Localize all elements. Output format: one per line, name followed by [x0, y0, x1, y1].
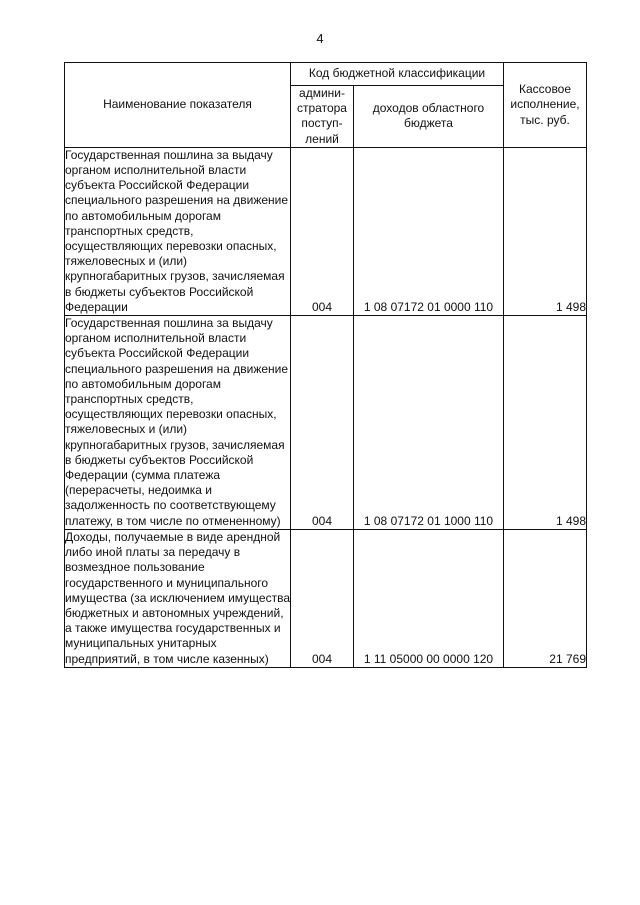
- row-amount: 1 498: [504, 316, 587, 530]
- table-row: [65, 147, 587, 315]
- row-amount: 1 498: [504, 147, 587, 315]
- row-name: Государственная пошлина за выдачу органом исполнительной власти субъекта Российской Федерации специального разрешения на движение по автомобильным дорогам транспортных средств, осуществляющих перевозки опасных, тяжеловесных и (или) крупногабаритных грузов, зачисляемая в бюджеты субъектов Российской Федерации (сумма платежа (перерасчеты, недоимка и задолженность по соответствующему платежу, в том числе по отмененному): [65, 316, 291, 530]
- page-number: 4: [316, 31, 324, 46]
- row-income-code: 1 08 07172 01 0000 110: [354, 147, 504, 315]
- budget-table: [64, 62, 587, 668]
- header-name: Наименование показателя: [65, 63, 291, 148]
- header-row-top: [65, 63, 587, 86]
- table-row: [65, 529, 587, 667]
- header-execution: Кассовое исполнение, тыс. руб.: [504, 63, 587, 148]
- row-name: Доходы, получаемые в виде арендной либо иной платы за передачу в возмездное пользование государственного и муниципального имущества (за исключением имущества бюджетных и автономных учреждений, а также имущества государственных и муниципальных унитарных предприятий, в том числе казенных): [65, 529, 290, 666]
- header-income: доходов областного бюджета: [354, 86, 504, 148]
- row-administrator: 004: [291, 316, 354, 530]
- header-administrator: админи-стратора поступ-лений: [291, 86, 354, 148]
- row-name: Государственная пошлина за выдачу органом исполнительной власти субъекта Российской Федерации специального разрешения на движение по автомобильным дорогам транспортных средств, осуществляющих перевозки опасных, тяжеловесных и (или) крупногабаритных грузов, зачисляемая в бюджеты субъектов Российской Федерации: [65, 147, 291, 315]
- row-administrator: 004: [291, 529, 354, 667]
- row-amount: 21 769: [504, 529, 587, 667]
- row-income-code: 1 08 07172 01 1000 110: [354, 316, 504, 530]
- row-income-code: 1 11 05000 00 0000 120: [354, 529, 504, 667]
- row-administrator: 004: [291, 147, 354, 315]
- header-budget-code: Код бюджетной классификации: [291, 63, 504, 86]
- table-row: [65, 316, 587, 530]
